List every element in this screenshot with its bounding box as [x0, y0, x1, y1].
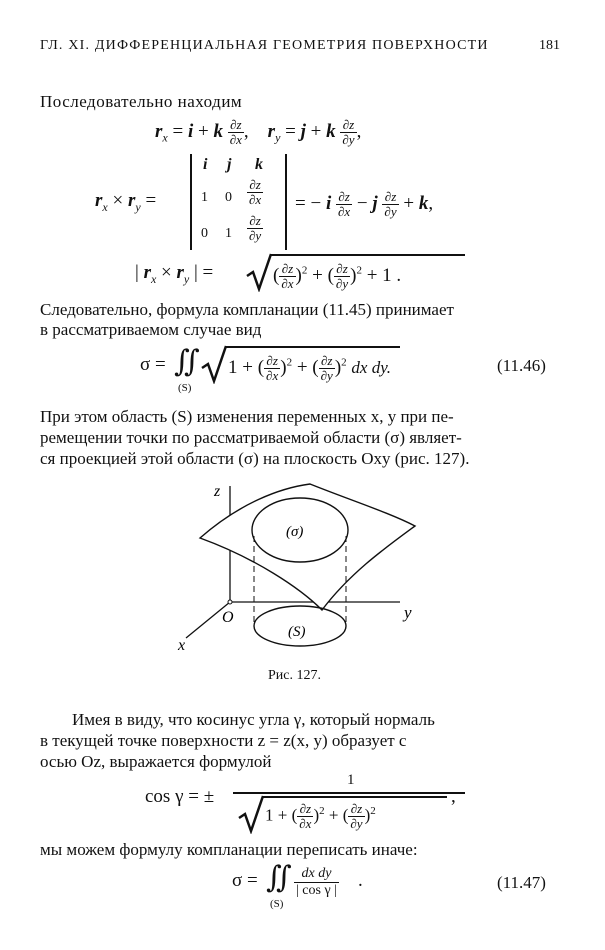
- figure-caption: Рис. 127.: [268, 668, 321, 683]
- figure-127: [170, 478, 440, 658]
- paragraph-cosine-line2: в текущей точке поверхности z = z(x, y) образует с: [40, 731, 407, 750]
- paragraph-intro: Последовательно находим: [40, 92, 243, 111]
- equation-11-46: σ = ∬ (S) 1 + ( $\frac{\partial z}{\partial x}$ )$^2$ + ( $\frac{\partial z}{\partial y}$ )$^2$ dx dy.: [140, 342, 470, 400]
- paragraph-region-line1: При этом область (S) изменения переменных x, y при пе-: [40, 407, 454, 426]
- equation-11-47: σ = ∬ (S) $\frac{\text{dx dy}}{\text{| cos γ |}}$ .: [232, 861, 363, 910]
- region-label: (S): [178, 382, 192, 394]
- label-x: x: [178, 637, 186, 654]
- equation-rx-ry: $r_x = i + k$ $\frac{\partial z}{\partial x}$ , $r_y = j + k$ $\frac{\partial z}{\partial y}$ ,: [155, 117, 362, 147]
- equation-cross-product: $r_x \times r_y$ = i j k 1 0 $\frac{\partial z}{\partial x}$ 0 1 $\frac{\partial z}{\partial y}$ = − i $\frac{\partial z}{\partial x}$ − j $\frac{\partial z}{\partial y}$ + k,: [95, 150, 515, 255]
- chapter-title: ГЛ. XI. ДИФФЕРЕНЦИАЛЬНАЯ ГЕОМЕТРИЯ ПОВЕРХНОСТИ: [40, 38, 489, 53]
- paragraph-region-line3: ся проекцией этой области (σ) на плоскость Oxy (рис. 127).: [40, 449, 470, 468]
- label-origin: O: [222, 609, 234, 626]
- equation-norm: | $r_x \times r_y$ | = ( $\frac{\partial z}{\partial x}$ )$^2$ + ( $\frac{\partial z}{\partial y}$ )$^2$ + 1 .: [135, 252, 475, 294]
- label-s: (S): [288, 624, 306, 640]
- paragraph-complanation-line2: в рассматриваемом случае вид: [40, 320, 262, 339]
- page-number: 181: [539, 38, 560, 53]
- paragraph-region-line2: ремещении точки по рассматриваемой области (σ) являет-: [40, 428, 462, 447]
- label-z: z: [214, 483, 221, 500]
- region-label-2: (S): [270, 898, 284, 910]
- running-header: [40, 38, 560, 54]
- equation-number-11-47: (11.47): [497, 873, 546, 892]
- label-y: y: [404, 603, 412, 622]
- paragraph-cosine-line1: Имея в виду, что косинус угла γ, который нормаль: [72, 710, 435, 729]
- equation-cos-gamma: cos γ = ± 1 1 + ( $\frac{\partial z}{\partial x}$ )$^2$ + ( $\frac{\partial z}{\partial y}$ )$^2$ ,: [145, 772, 465, 834]
- label-sigma: (σ): [286, 524, 304, 540]
- paragraph-rewrite: мы можем формулу компланации переписать иначе:: [40, 840, 418, 859]
- paragraph-complanation-line1: Следовательно, формула компланации (11.45) принимает: [40, 300, 454, 319]
- equation-number-11-46: (11.46): [497, 356, 546, 375]
- paragraph-cosine-line3: осью Oz, выражается формулой: [40, 752, 272, 771]
